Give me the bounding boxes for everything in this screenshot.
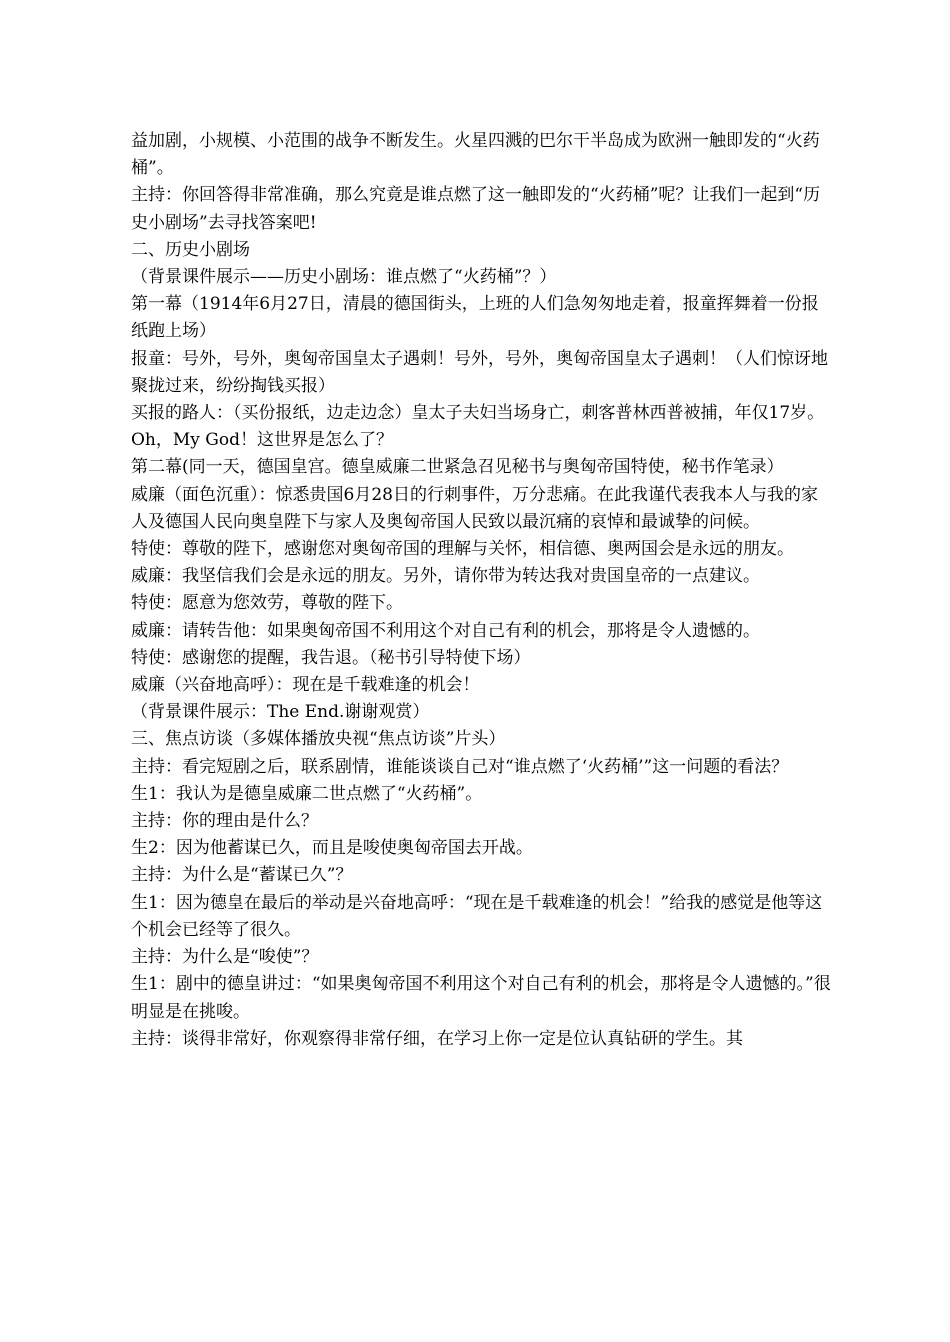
paragraph: 威廉（兴奋地高呼）：现在是千载难逢的机会！	[131, 675, 480, 696]
paragraph: 主持：为什么是“蓄谋已久”？	[131, 865, 353, 886]
paragraph: 特使：尊敬的陛下，感谢您对奥匈帝国的理解与关怀，相信德、奥两国会是永远的朋友。	[131, 539, 794, 560]
paragraph: 第一幕（1914年6月27日，清晨的德国街头，上班的人们急匆匆地走着，报童挥舞着一份报纸跑上场）	[131, 294, 819, 342]
paragraph: 威廉（面色沉重）：惊悉贵国6月28日的行刺事件，万分悲痛。在此我谨代表我本人与我的家人及德国人民向奥皇陛下与家人及奥匈帝国人民致以最沉痛的哀悼和最诚挚的问候。	[131, 484, 818, 532]
paragraph: 生1：因为德皇在最后的举动是兴奋地高呼：“现在是千载难逢的机会！”给我的感觉是他等这个机会已经等了很久。	[131, 892, 823, 940]
paragraph: 买报的路人：（买份报纸，边走边念）皇太子夫妇当场身亡，刺客普林西普被捕，年仅17岁。Oh，My God！这世界是怎么了？	[131, 403, 825, 451]
paragraph: 主持：谈得非常好，你观察得非常仔细，在学习上你一定是位认真钻研的学生。其	[131, 1028, 743, 1049]
paragraph: 主持：你的理由是什么？	[131, 811, 318, 832]
section-heading: 二、历史小剧场	[131, 239, 250, 260]
paragraph: 报童：号外，号外，奥匈帝国皇太子遇刺！号外，号外，奥匈帝国皇太子遇刺！（人们惊讶地聚拢过来，纷纷掏钱买报）	[131, 348, 828, 396]
document-body	[131, 128, 831, 1053]
paragraph: （背景课件展示——历史小剧场：谁点燃了“火药桶”？）	[131, 267, 557, 288]
paragraph: 生1：剧中的德皇讲过：“如果奥匈帝国不利用这个对自己有利的机会，那将是令人遗憾的。”很明显是在挑唆。	[131, 974, 831, 1022]
paragraph: 第二幕(同一天，德国皇宫。德皇威廉二世紧急召见秘书与奥匈帝国特使，秘书作笔录）	[131, 457, 784, 478]
paragraph: 生2：因为他蓄谋已久，而且是唆使奥匈帝国去开战。	[131, 838, 533, 859]
paragraph: 主持：看完短剧之后，联系剧情，谁能谈谈自己对“谁点燃了‘火药桶’”这一问题的看法？	[131, 756, 789, 777]
paragraph: （背景课件展示：The End.谢谢观赏）	[131, 702, 430, 723]
paragraph: 特使：感谢您的提醒，我告退。（秘书引导特使下场）	[131, 647, 531, 668]
section-heading: 三、焦点访谈（多媒体播放央视“焦点访谈”片头）	[131, 729, 506, 750]
paragraph: 主持：你回答得非常准确，那么究竟是谁点燃了这一触即发的“火药桶”呢？让我们一起到“历史小剧场”去寻找答案吧!	[131, 185, 821, 233]
paragraph: 威廉：请转告他：如果奥匈帝国不利用这个对自己有利的机会，那将是令人遗憾的。	[131, 620, 760, 641]
paragraph: 生1：我认为是德皇威廉二世点燃了“火药桶”。	[131, 783, 483, 804]
paragraph: 威廉：我坚信我们会是永远的朋友。另外，请你带为转达我对贵国皇帝的一点建议。	[131, 566, 760, 587]
paragraph: 主持：为什么是“唆使”？	[131, 947, 319, 968]
paragraph: 特使：愿意为您效劳，尊敬的陛下。	[131, 593, 403, 614]
paragraph: 益加剧，小规模、小范围的战争不断发生。火星四溅的巴尔干半岛成为欧洲一触即发的“火药桶”。	[131, 131, 820, 179]
